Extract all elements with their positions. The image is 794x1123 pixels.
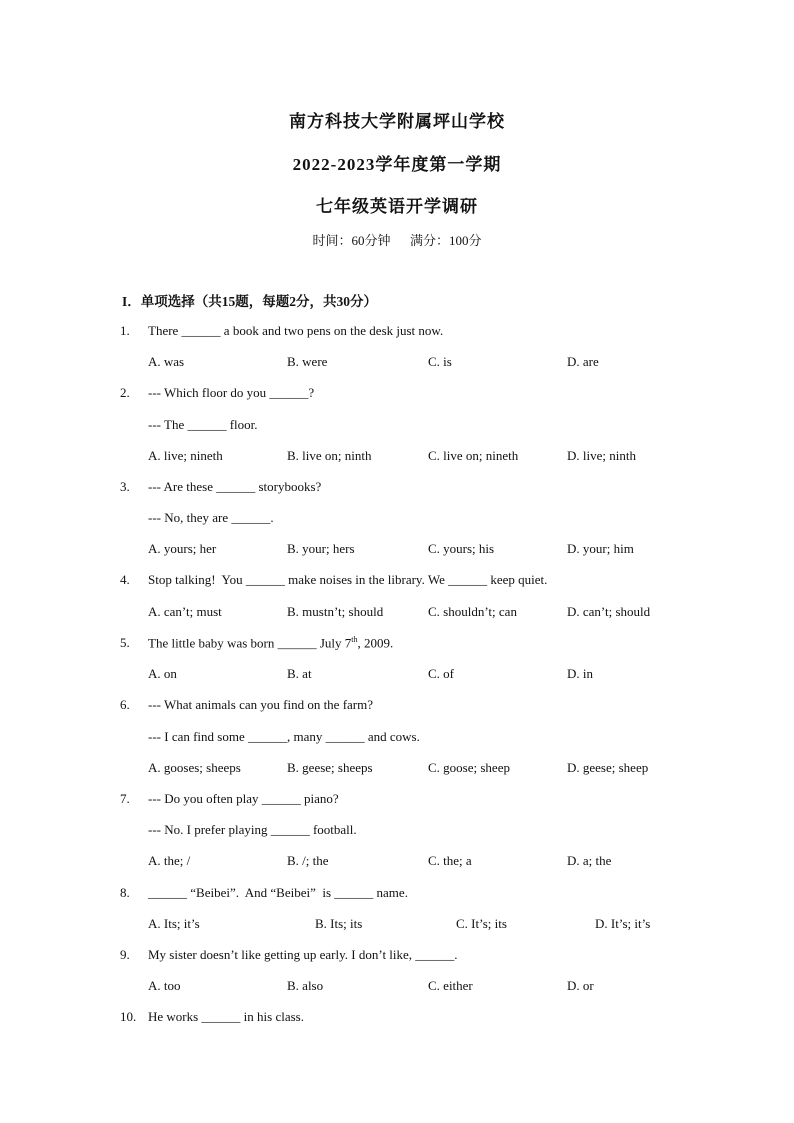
option-c: C. shouldn’t; can <box>428 604 517 619</box>
question-text: Stop talking! You ______ make noises in the library. We ______ keep quiet. <box>148 572 548 587</box>
question-text: ______ “Beibei”. And “Beibei” is ______ name. <box>148 885 408 900</box>
option-b: B. at <box>287 666 312 681</box>
option-a: A. too <box>148 978 181 993</box>
option-a: A. gooses; sheeps <box>148 760 241 775</box>
question-text: --- No, they are ______. <box>148 510 274 525</box>
option-b: B. also <box>287 978 324 993</box>
question-text: --- Are these ______ storybooks? <box>148 479 322 494</box>
question-number: 8. <box>120 885 130 900</box>
question-number: 9. <box>120 947 130 962</box>
option-b: B. Its; its <box>315 916 363 931</box>
question-number: 7. <box>120 791 130 806</box>
option-a: A. on <box>148 666 177 681</box>
option-c: C. either <box>428 978 473 993</box>
ordinal-suffix: th <box>351 635 358 644</box>
option-b: B. were <box>287 354 328 369</box>
option-d: D. can’t; should <box>567 604 651 619</box>
option-a: A. yours; her <box>148 541 217 556</box>
option-d: D. are <box>567 354 599 369</box>
question-text: --- No. I prefer playing ______ football. <box>148 822 357 837</box>
question-text: There ______ a book and two pens on the desk just now. <box>148 323 444 338</box>
option-c: C. live on; nineth <box>428 448 519 463</box>
option-d: D. live; ninth <box>567 448 636 463</box>
question-text: He works ______ in his class. <box>148 1009 304 1024</box>
option-c: C. is <box>428 354 452 369</box>
option-b: B. mustn’t; should <box>287 604 384 619</box>
option-d: D. a; the <box>567 853 612 868</box>
question-number: 2. <box>120 385 130 400</box>
option-c: C. goose; sheep <box>428 760 510 775</box>
option-a: A. was <box>148 354 185 369</box>
question-number: 5. <box>120 635 130 650</box>
option-c: C. the; a <box>428 853 472 868</box>
question-text <box>148 635 393 651</box>
exam-title: 七年级英语开学调研 <box>316 197 478 216</box>
option-c: C. yours; his <box>428 541 495 556</box>
question-number: 10. <box>120 1009 137 1024</box>
question-text-end: , 2009. <box>357 635 394 651</box>
term-title: 2022-2023学年度第一学期 <box>292 155 502 174</box>
option-c: C. It’s; its <box>456 916 507 931</box>
option-a: A. can’t; must <box>148 604 222 619</box>
option-a: A. live; nineth <box>148 448 223 463</box>
question-text: --- What animals can you find on the farm? <box>148 697 374 712</box>
option-c: C. of <box>428 666 454 681</box>
option-a: A. Its; it’s <box>148 916 200 931</box>
option-b: B. your; hers <box>287 541 355 556</box>
option-d: D. your; him <box>567 541 634 556</box>
option-b: B. /; the <box>287 853 329 868</box>
question-text-main: The little baby was born ______ July 7 <box>148 635 352 651</box>
question-text: My sister doesn’t like getting up early. I don’t like, ______. <box>148 947 458 962</box>
exam-info: 时间：60分钟 满分：100分 <box>312 233 482 248</box>
option-b: B. geese; sheeps <box>287 760 373 775</box>
question-text: --- I can find some ______, many ______ and cows. <box>148 729 420 744</box>
option-d: D. geese; sheep <box>567 760 649 775</box>
question-text: --- The ______ floor. <box>148 417 258 432</box>
question-text: --- Do you often play ______ piano? <box>148 791 339 806</box>
school-title: 南方科技大学附属坪山学校 <box>289 112 505 131</box>
option-b: B. live on; ninth <box>287 448 372 463</box>
question-number: 6. <box>120 697 130 712</box>
question-number: 3. <box>120 479 130 494</box>
question-number: 1. <box>120 323 130 338</box>
option-d: D. in <box>567 666 593 681</box>
section-heading: I．单项选择（共15题，每题2分，共30分） <box>122 294 378 309</box>
option-a: A. the; / <box>148 853 191 868</box>
option-d: D. It’s; it’s <box>595 916 651 931</box>
question-number: 4. <box>120 572 130 587</box>
option-d: D. or <box>567 978 594 993</box>
question-text: --- Which floor do you ______? <box>148 385 315 400</box>
